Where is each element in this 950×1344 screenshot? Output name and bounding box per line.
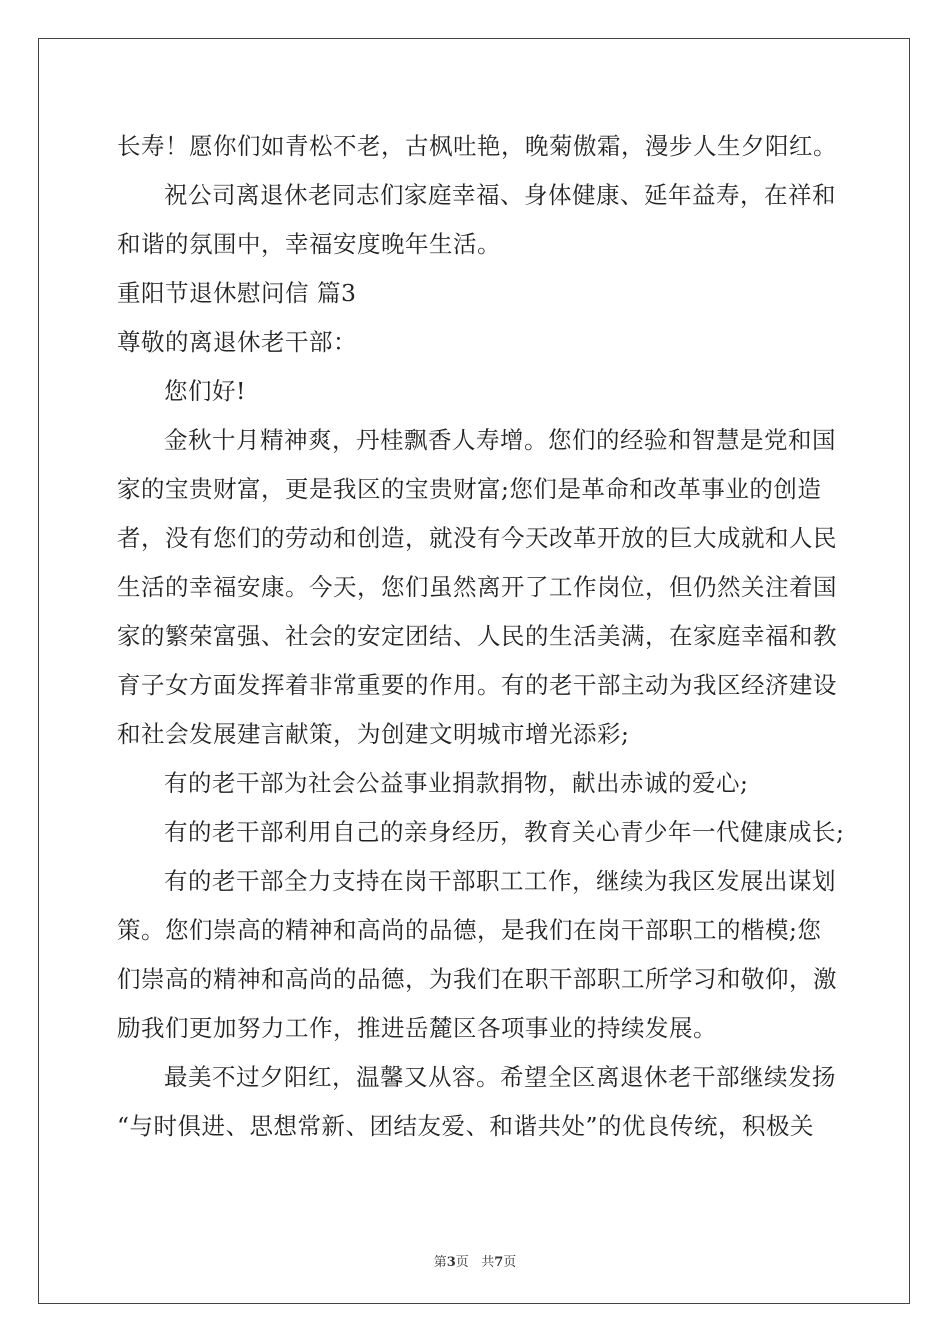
text-line: 有的老干部全力支持在岗干部职工工作，继续为我区发展出谋划	[164, 867, 836, 895]
page-prefix: 第	[433, 1255, 447, 1270]
page-number: 3	[446, 1255, 456, 1270]
text-line: 祝公司离退休老同志们家庭幸福、身体健康、延年益寿，在祥和	[164, 181, 836, 209]
text-line: 有的老干部为社会公益事业捐款捐物，献出赤诚的爱心;	[164, 769, 749, 797]
total-prefix: 共	[481, 1255, 495, 1270]
page-unit: 页	[455, 1255, 469, 1270]
page-footer	[0, 1251, 950, 1270]
section-heading: 重阳节退休慰问信 篇3	[117, 279, 357, 307]
text-line: 策。您们崇高的精神和高尚的品德，是我们在岗干部职工的楷模;您	[117, 916, 822, 944]
text-line: 家的宝贵财富，更是我区的宝贵财富;您们是革命和改革事业的创造	[117, 475, 822, 503]
text-line: 长寿！愿你们如青松不老，古枫吐艳，晚菊傲霜，漫步人生夕阳红。	[117, 132, 837, 160]
page-total: 7	[494, 1255, 504, 1270]
text-line: 生活的幸福安康。今天，您们虽然离开了工作岗位，但仍然关注着国	[117, 573, 837, 601]
text-line: 和社会发展建言献策，为创建文明城市增光添彩;	[117, 720, 630, 748]
salutation: 尊敬的离退休老干部：	[117, 328, 357, 356]
text-line: 家的繁荣富强、社会的安定团结、人民的生活美满，在家庭幸福和教	[117, 622, 837, 650]
text-line: 们崇高的精神和高尚的品德，为我们在职干部职工所学习和敬仰，激	[117, 965, 837, 993]
text-line: 和谐的氛围中，幸福安度晚年生活。	[117, 230, 501, 258]
text-line: 育子女方面发挥着非常重要的作用。有的老干部主动为我区经济建设	[117, 671, 837, 699]
text-line: “与时俱进、思想常新、团结友爱、和谐共处”的优良传统，积极关	[117, 1112, 815, 1140]
greeting: 您们好!	[164, 377, 246, 405]
total-unit: 页	[503, 1255, 517, 1270]
text-line: 励我们更加努力工作，推进岳麓区各项事业的持续发展。	[117, 1014, 717, 1042]
text-line: 有的老干部利用自己的亲身经历，教育关心青少年一代健康成长;	[164, 818, 845, 846]
document-body	[117, 122, 845, 1151]
text-line: 者，没有您们的劳动和创造，就没有今天改革开放的巨大成就和人民	[117, 524, 837, 552]
text-line: 金秋十月精神爽，丹桂飘香人寿增。您们的经验和智慧是党和国	[164, 426, 836, 454]
text-line: 最美不过夕阳红，温馨又从容。希望全区离退休老干部继续发扬	[164, 1063, 836, 1091]
